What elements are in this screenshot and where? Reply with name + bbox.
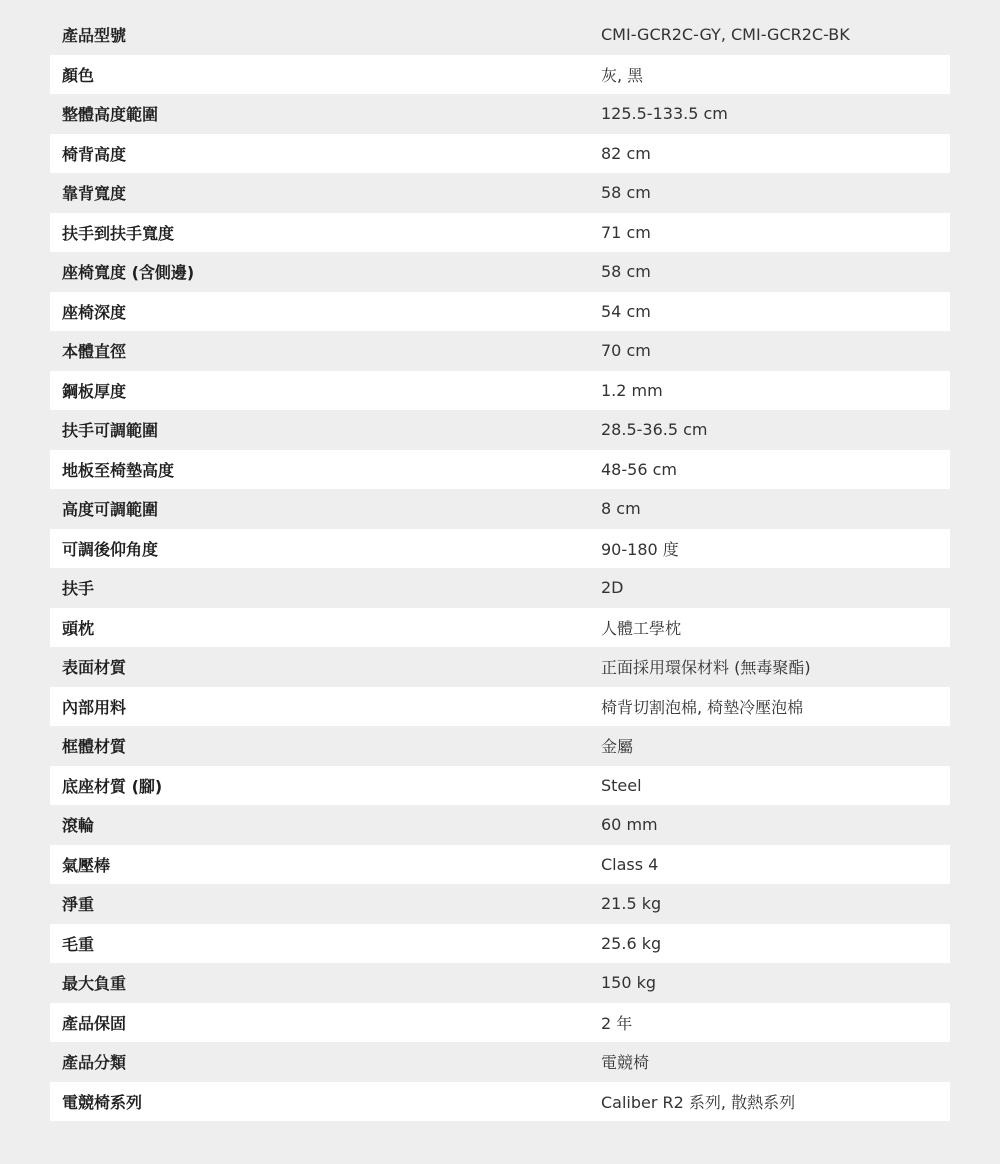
spec-row bbox=[50, 963, 950, 1003]
spec-label: 顏色 bbox=[62, 65, 95, 85]
spec-row bbox=[50, 55, 950, 95]
spec-value: Steel bbox=[601, 775, 642, 795]
spec-row bbox=[50, 292, 950, 332]
spec-row bbox=[50, 766, 950, 806]
spec-label: 座椅深度 bbox=[62, 302, 127, 322]
spec-row bbox=[50, 489, 950, 529]
spec-label: 產品保固 bbox=[62, 1013, 127, 1033]
spec-value: 2 年 bbox=[601, 1013, 633, 1033]
spec-value: 2D bbox=[601, 578, 624, 598]
spec-label: 扶手可調範圍 bbox=[62, 421, 159, 441]
spec-value: 71 cm bbox=[601, 222, 651, 242]
spec-label: 毛重 bbox=[62, 934, 95, 954]
spec-value: 28.5-36.5 cm bbox=[601, 420, 708, 440]
spec-value: 正面採用環保材料 (無毒聚酯) bbox=[601, 658, 811, 678]
spec-value: 8 cm bbox=[601, 499, 641, 519]
spec-label: 座椅寬度 (含側邊) bbox=[62, 263, 195, 283]
spec-label: 內部用料 bbox=[62, 697, 127, 717]
spec-row bbox=[50, 213, 950, 253]
spec-value: 48-56 cm bbox=[601, 459, 677, 479]
spec-row bbox=[50, 450, 950, 490]
spec-row bbox=[50, 94, 950, 134]
spec-row bbox=[50, 687, 950, 727]
spec-value: 70 cm bbox=[601, 341, 651, 361]
spec-value: 人體工學枕 bbox=[601, 618, 682, 638]
spec-row bbox=[50, 529, 950, 569]
spec-value: 金屬 bbox=[601, 737, 634, 757]
spec-label: 鋼板厚度 bbox=[62, 381, 127, 401]
spec-value: 21.5 kg bbox=[601, 894, 662, 914]
spec-row bbox=[50, 410, 950, 450]
spec-value: 82 cm bbox=[601, 143, 651, 163]
spec-row bbox=[50, 608, 950, 648]
spec-label: 靠背寬度 bbox=[62, 184, 127, 204]
spec-label: 地板至椅墊高度 bbox=[62, 460, 175, 480]
spec-label: 底座材質 (腳) bbox=[62, 776, 163, 796]
spec-value: Class 4 bbox=[601, 854, 659, 874]
spec-label: 扶手到扶手寬度 bbox=[62, 223, 175, 243]
spec-row bbox=[50, 1042, 950, 1082]
spec-label: 淨重 bbox=[62, 895, 95, 915]
spec-label: 可調後仰角度 bbox=[62, 539, 159, 559]
spec-row bbox=[50, 845, 950, 885]
spec-value: 1.2 mm bbox=[601, 380, 663, 400]
spec-label: 整體高度範圍 bbox=[62, 105, 159, 125]
spec-label: 產品分類 bbox=[62, 1053, 127, 1073]
spec-label: 椅背高度 bbox=[62, 144, 127, 164]
spec-label: 滾輪 bbox=[62, 816, 95, 836]
spec-label: 本體直徑 bbox=[62, 342, 127, 362]
spec-label: 扶手 bbox=[62, 579, 95, 599]
spec-row bbox=[50, 134, 950, 174]
spec-row bbox=[50, 331, 950, 371]
spec-row bbox=[50, 252, 950, 292]
spec-value: 灰, 黑 bbox=[601, 65, 644, 85]
spec-value: 椅背切割泡棉, 椅墊冷壓泡棉 bbox=[601, 697, 804, 717]
spec-label: 電競椅系列 bbox=[62, 1092, 143, 1112]
spec-value: 58 cm bbox=[601, 183, 651, 203]
spec-value: 125.5-133.5 cm bbox=[601, 104, 728, 124]
spec-row bbox=[50, 1003, 950, 1043]
spec-value: 60 mm bbox=[601, 815, 658, 835]
spec-value: 25.6 kg bbox=[601, 933, 662, 953]
spec-row bbox=[50, 884, 950, 924]
spec-value: 150 kg bbox=[601, 973, 657, 993]
spec-row bbox=[50, 1082, 950, 1122]
spec-value: 58 cm bbox=[601, 262, 651, 282]
spec-table bbox=[50, 15, 950, 1121]
spec-row bbox=[50, 568, 950, 608]
spec-row bbox=[50, 805, 950, 845]
spec-label: 表面材質 bbox=[62, 658, 127, 678]
spec-value: CMI-GCR2C-GY, CMI-GCR2C-BK bbox=[601, 25, 850, 45]
spec-value: 54 cm bbox=[601, 301, 651, 321]
spec-value: 90-180 度 bbox=[601, 539, 679, 559]
spec-row bbox=[50, 371, 950, 411]
spec-label: 最大負重 bbox=[62, 974, 127, 994]
spec-row bbox=[50, 15, 950, 55]
spec-label: 框體材質 bbox=[62, 737, 127, 757]
spec-label: 氣壓棒 bbox=[62, 855, 111, 875]
spec-value: Caliber R2 系列, 散熱系列 bbox=[601, 1092, 796, 1112]
spec-label: 頭枕 bbox=[62, 618, 95, 638]
spec-row bbox=[50, 173, 950, 213]
spec-row bbox=[50, 647, 950, 687]
spec-label: 高度可調範圍 bbox=[62, 500, 159, 520]
spec-label: 產品型號 bbox=[62, 26, 127, 46]
spec-value: 電競椅 bbox=[601, 1053, 650, 1073]
spec-row bbox=[50, 924, 950, 964]
spec-row bbox=[50, 726, 950, 766]
